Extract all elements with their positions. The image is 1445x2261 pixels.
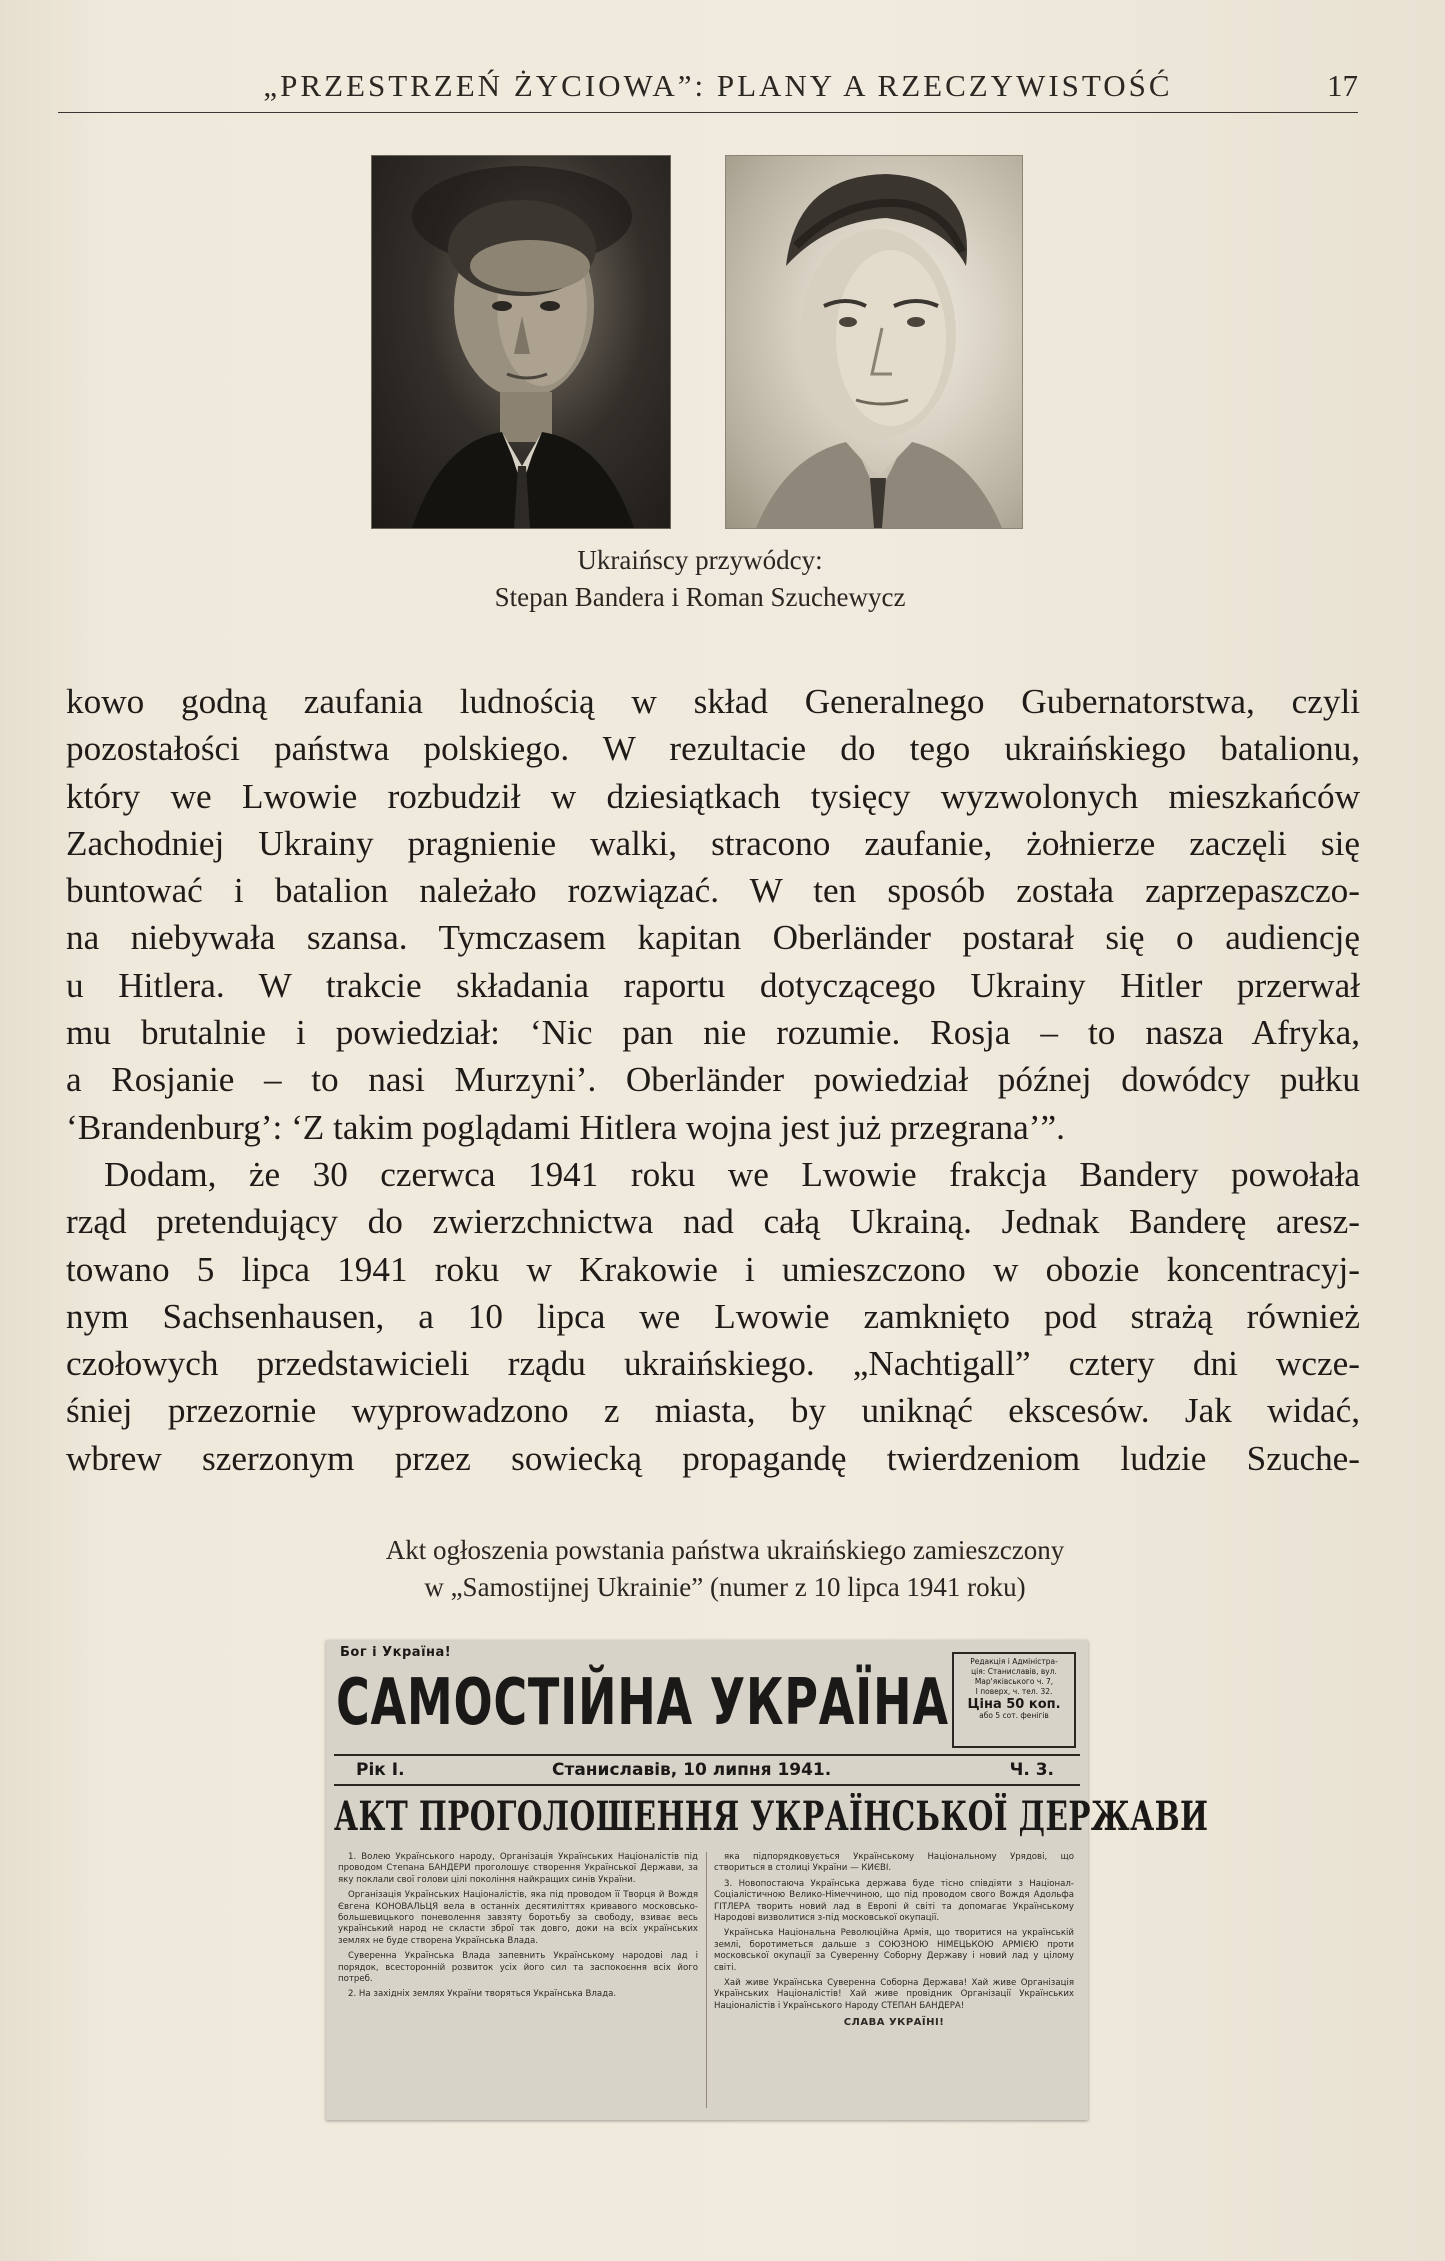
portrait-szuchewycz-drawing xyxy=(726,156,1022,528)
newspaper-slogan: СЛАВА УКРАЇНІ! xyxy=(843,2017,945,2029)
body-line: mu brutalnie i powiedział: ‘Nic pan nie rozumie. Rosja – to nasza Afryka, xyxy=(66,1013,1360,1053)
body-line: na niebywała szansa. Tymczasem kapitan Oberländer postarał się o audiencję xyxy=(66,918,1360,958)
page-number: 17 xyxy=(1327,68,1358,103)
portrait-bandera-drawing xyxy=(372,156,670,528)
newspaper-column-right xyxy=(714,1852,1074,2114)
newspaper-headline: АКТ ПРОГОЛОШЕННЯ УКРАЇНСЬКОЇ ДЕРЖАВИ xyxy=(334,1793,1209,1840)
newspaper-price: Ціна 50 коп. xyxy=(967,1697,1061,1712)
newspaper-caption xyxy=(230,1532,1220,1606)
newspaper-dateline xyxy=(334,1754,1080,1786)
newspaper-year: Рік І. xyxy=(356,1760,405,1780)
newspaper-paragraph: 1. Волею Українського народу, Організація Українських Націоналістів під проводом Степана БАНДЕРИ проголошує створення Української Держави, за яку поклали свої голови цілі покоління найкращих синів України. xyxy=(338,1852,698,1885)
info-line: ція: Станиславів, вул. xyxy=(971,1667,1057,1676)
newspaper-paragraph: 3. Новопостаюча Українська держава буде тісно співдіяти з Націонал-Соціалістичною Велико-Німеччиною, що під проводом свого Вождя Адольфа ГІТЛЕРА творить новий лад в Европі й світі та допомагає Українському Народові визволитися з-під московської окупації. xyxy=(714,1878,1074,1924)
running-header xyxy=(58,66,1358,113)
body-line: śniej przezornie wyprowadzono z miasta, by uniknąć ekscesów. Jak widać, xyxy=(66,1391,1360,1431)
photo-caption-line: Ukraińscy przywódcy: xyxy=(577,545,823,575)
body-line: towano 5 lipca 1941 roku w Krakowie i umieszczono w obozie koncentracyj- xyxy=(66,1249,1360,1289)
body-line: nym Sachsenhausen, a 10 lipca we Lwowie zamknięto pod strażą również xyxy=(66,1296,1360,1336)
newspaper-paragraph: Українська Національна Революційна Армія, що творитися на українській землі, боротиметься дальше з СОЮЗНОЮ НІМЕЦЬКОЮ АРМІЄЮ проти московської окупації за Суверенну Соборну Державу і новий лад у цілому світі. xyxy=(714,1928,1074,1973)
newspaper-motto: Бог і Україна! xyxy=(340,1645,452,1660)
newspaper-paragraph: 2. На західніх землях України творяться Українська Влада. xyxy=(348,1989,617,2000)
body-line: który we Lwowie rozbudził w dziesiątkach tysięcy wyzwolonych mieszkańców xyxy=(66,776,1360,816)
photo-caption-line: Stepan Bandera i Roman Szuchewycz xyxy=(494,582,906,612)
body-line: a Rosjanie – to nasi Murzyni’. Oberländer powiedział późnej dowódcy pułku xyxy=(66,1060,1360,1100)
newspaper-clipping xyxy=(326,1640,1209,2120)
newspaper-paragraph: Організація Українських Націоналістів, яка під проводом її Творця й Вождя Євгена КОНОВАЛЬЦЯ вела в останніх десятиліттях кривавого московсько-большевицького поневолення завзяту боротьбу за свободу, взиває весь український народ не скласти зброї так довго, доки на всіх українських землях не буде створена Українська Влада. xyxy=(338,1890,698,1946)
body-line: Dodam, że 30 czerwca 1941 roku we Lwowie frakcja Bandery powołała xyxy=(104,1154,1360,1194)
newspaper-masthead: САМОСТІЙНА УКРАЇНА xyxy=(336,1666,949,1740)
newspaper-paragraph: яка підпорядковується Українському Національному Урядові, що створиться в столиці України — КИЄВІ. xyxy=(714,1852,1074,1874)
newspaper-caption-line: w „Samostijnej Ukrainie” (numer z 10 lipca 1941 roku) xyxy=(424,1572,1026,1602)
body-line: wbrew szerzonym przez sowiecką propagandę twierdzeniom ludzie Szuche- xyxy=(66,1438,1360,1478)
body-line: pozostałości państwa polskiego. W rezultacie do tego ukraińskiego batalionu, xyxy=(66,729,1360,769)
newspaper-column-left xyxy=(338,1852,698,2114)
info-line: І поверх, ч. тел. 32. xyxy=(975,1687,1053,1696)
photo-caption xyxy=(380,542,1020,616)
portrait-bandera-photo xyxy=(372,156,670,528)
body-line: u Hitlera. W trakcie składania raportu dotyczącego Ukrainy Hitler przerwał xyxy=(66,965,1360,1005)
newspaper-date: Станиславів, 10 липня 1941. xyxy=(552,1760,832,1780)
newspaper-price-note: або 5 сот. фенігів xyxy=(979,1711,1049,1720)
newspaper-column-divider xyxy=(706,1852,707,2108)
portrait-szuchewycz-photo xyxy=(726,156,1022,528)
body-line: czołowych przedstawicieli rządu ukraińskiego. „Nachtigall” cztery dni wcze- xyxy=(66,1344,1360,1384)
body-line: kowo godną zaufania ludnością w skład Generalnego Gubernatorstwa, czyli xyxy=(66,682,1360,721)
info-line: Мар'яківського ч. 7, xyxy=(974,1677,1054,1686)
body-line: buntować i batalion należało rozwiązać. W ten sposób została zaprzepaszczo- xyxy=(66,871,1360,911)
info-line: Редакція і Адміністра- xyxy=(970,1657,1058,1666)
newspaper-paragraph: Хай живе Українська Суверенна Соборна Держава! Хай живе Організація Українських Націоналістів! Хай живе провідник Організації Українських Націоналістів і Українського Народу СТЕПАН БАНДЕРА! xyxy=(714,1978,1074,2011)
newspaper-paragraph: Суверенна Українська Влада запевнить Українському народові лад і порядок, всесторонній розвиток усіх його сил та заспокоєння всіх його потреб. xyxy=(338,1951,698,1985)
newspaper-info-box xyxy=(952,1652,1076,1748)
body-line: rząd pretendujący do zwierzchnictwa nad całą Ukrainą. Jednak Banderę aresz- xyxy=(66,1202,1360,1242)
newspaper-issue: Ч. 3. xyxy=(1009,1760,1054,1780)
newspaper-caption-line: Akt ogłoszenia powstania państwa ukraińskiego zamieszczony xyxy=(385,1535,1065,1565)
body-text xyxy=(66,678,1360,1482)
running-title: „PRZESTRZEŃ ŻYCIOWA”: PLANY A RZECZYWISTOŚĆ xyxy=(263,68,1173,103)
body-line: Zachodniej Ukrainy pragnienie walki, stracono zaufanie, żołnierze zaczęli się xyxy=(66,823,1360,863)
body-line: ‘Brandenburg’: ‘Z takim poglądami Hitlera wojna jest już przegrana’”. xyxy=(66,1107,1065,1147)
